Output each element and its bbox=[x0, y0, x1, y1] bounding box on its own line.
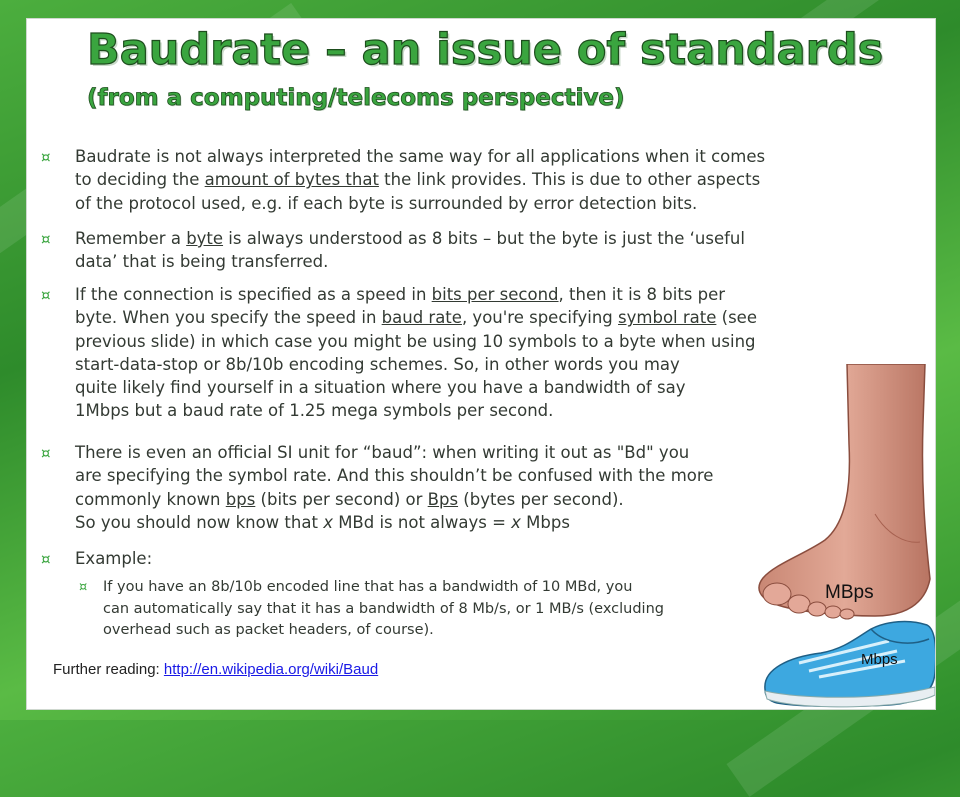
bullet-line: previous slide) in which case you might be using 10 symbols to a byte when using bbox=[75, 331, 756, 351]
underlined-term: symbol rate bbox=[618, 308, 717, 328]
shoe-label: Mbps bbox=[861, 651, 898, 668]
bullet-line: So you should now know that x MBd is not always = x Mbps bbox=[75, 512, 570, 532]
bullet-line: If the connection is specified as a speed in bits per second, then it is 8 bits per bbox=[75, 285, 726, 304]
bullet-line: of the protocol used, e.g. if each byte is surrounded by error detection bits. bbox=[75, 193, 698, 213]
bullet-line: are specifying the symbol rate. And this shouldn’t be confused with the more bbox=[75, 466, 714, 486]
further-reading bbox=[53, 661, 378, 678]
shoe-illustration bbox=[759, 617, 936, 709]
sub-bullet-example-detail bbox=[79, 577, 779, 642]
sub-bullet-marker-icon: ¤ bbox=[79, 580, 88, 595]
sub-bullet-line: can automatically say that it has a bandwidth of 8 Mb/s, or 1 MB/s (excluding bbox=[103, 600, 664, 617]
sub-bullet-line: If you have an 8b/10b encoded line that has a bandwidth of 10 MBd, you bbox=[103, 579, 633, 595]
slide-subtitle: (from a computing/telecoms perspective) bbox=[87, 85, 625, 111]
sub-bullet-line: overhead such as packet headers, of course). bbox=[103, 622, 434, 638]
further-reading-link[interactable]: http://en.wikipedia.org/wiki/Baud bbox=[163, 661, 379, 678]
underlined-term: bps bbox=[225, 489, 256, 509]
bullet-marker-icon: ¤ bbox=[41, 230, 51, 248]
bullet-marker-icon: ¤ bbox=[41, 550, 51, 568]
underlined-term: baud rate bbox=[381, 308, 462, 328]
variable-x: x bbox=[511, 512, 521, 532]
underlined-term: Bps bbox=[427, 489, 459, 509]
bullet-line: quite likely find yourself in a situation where you have a bandwidth of say bbox=[75, 378, 686, 398]
variable-x: x bbox=[323, 512, 333, 532]
foot-label: MBps bbox=[825, 582, 874, 603]
bullet-line: Remember a byte is always understood as 8 bits – but the byte is just the ‘useful bbox=[75, 229, 745, 248]
bullet-line: 1Mbps but a baud rate of 1.25 mega symbols per second. bbox=[75, 401, 554, 421]
bullet-baudrate-interpretation bbox=[41, 145, 881, 215]
bullet-marker-icon: ¤ bbox=[41, 148, 51, 166]
slide-title: Baudrate – an issue of standards bbox=[87, 25, 884, 75]
bullet-line: to deciding the amount of bytes that the link provides. This is due to other aspects bbox=[75, 170, 761, 190]
bullet-marker-icon: ¤ bbox=[41, 444, 51, 462]
bullet-line: There is even an official SI unit for “baud”: when writing it out as "Bd" you bbox=[75, 443, 690, 462]
bullet-byte-definition bbox=[41, 227, 881, 274]
bullet-line: Baudrate is not always interpreted the same way for all applications when it comes bbox=[75, 147, 766, 166]
slide-canvas bbox=[26, 18, 936, 710]
underlined-term: bits per second bbox=[431, 285, 559, 304]
underlined-term: byte bbox=[186, 229, 224, 248]
bullet-line: byte. When you specify the speed in baud rate, you're specifying symbol rate (see bbox=[75, 308, 757, 328]
bullet-line: start-data-stop or 8b/10b encoding schemes. So, in other words you may bbox=[75, 354, 680, 374]
bullet-line: commonly known bps (bits per second) or Bps (bytes per second). bbox=[75, 489, 624, 509]
bullet-line: Example: bbox=[75, 549, 153, 568]
further-reading-label: Further reading: bbox=[53, 661, 164, 678]
underlined-term: amount of bytes that bbox=[204, 170, 379, 190]
bullet-line: data’ that is being transferred. bbox=[75, 252, 329, 272]
bullet-marker-icon: ¤ bbox=[41, 286, 51, 304]
